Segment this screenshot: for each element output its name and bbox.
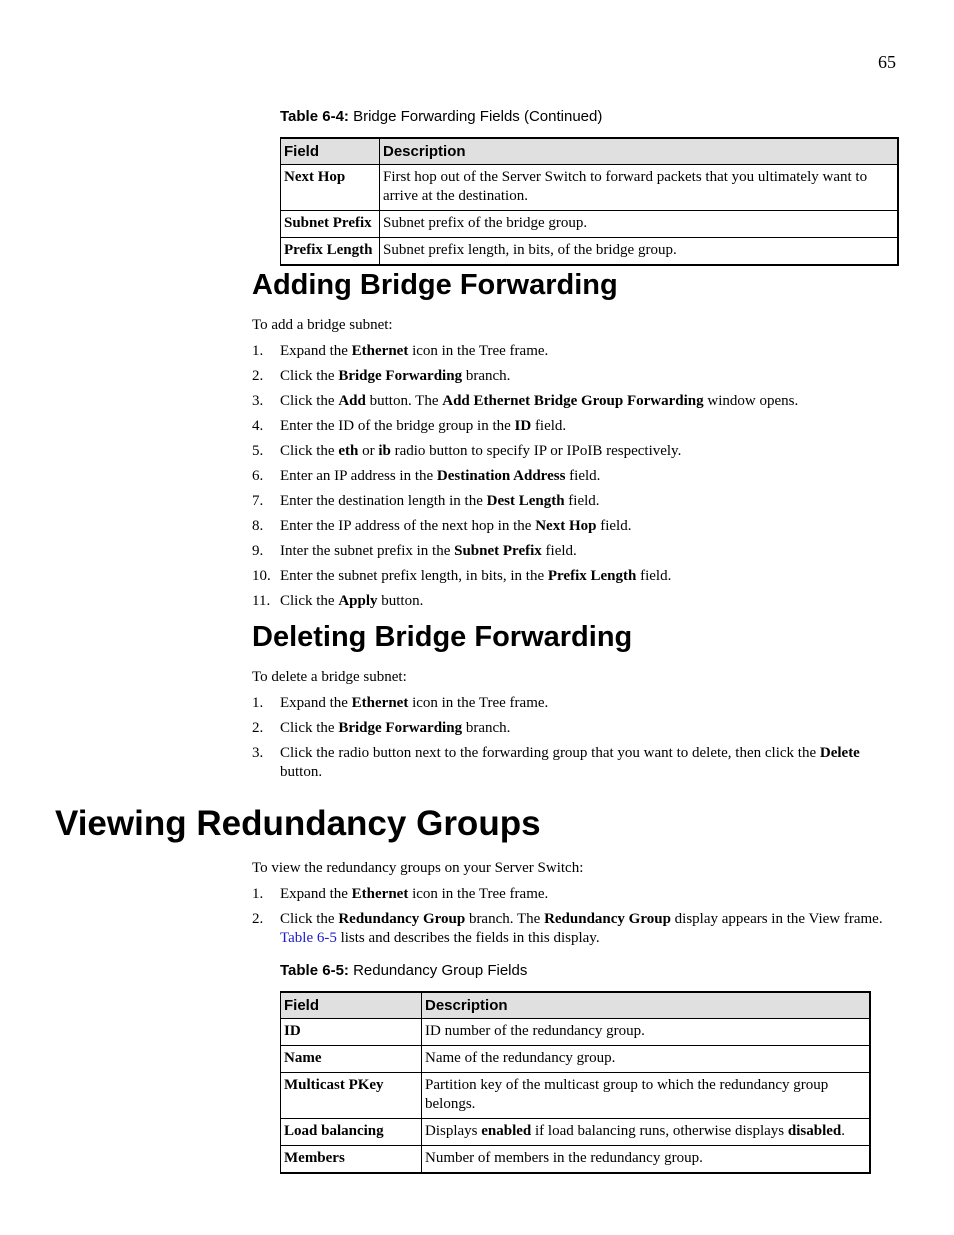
description-cell: Subnet prefix of the bridge group. bbox=[380, 211, 899, 238]
bold-term: Destination Address bbox=[436, 468, 566, 484]
column-header-field: Field bbox=[281, 992, 422, 1019]
text-run: field. bbox=[636, 568, 672, 584]
description-cell: Subnet prefix length, in bits, of the bridge group. bbox=[380, 238, 899, 266]
bold-term: Prefix Length bbox=[547, 568, 637, 584]
bold-term: Bridge Forwarding bbox=[338, 368, 463, 384]
bold-term: enabled bbox=[481, 1123, 532, 1139]
text-run: branch. bbox=[462, 368, 511, 384]
list-item bbox=[252, 592, 892, 611]
bold-term: Apply bbox=[338, 593, 378, 609]
text-run: window opens. bbox=[703, 393, 799, 409]
text-run: branch. The bbox=[465, 911, 545, 927]
text-run: ID number of the redundancy group. bbox=[425, 1023, 645, 1039]
list-item bbox=[252, 517, 892, 536]
list-item bbox=[252, 367, 892, 386]
bold-term: Next Hop bbox=[535, 518, 597, 534]
step-number: 4. bbox=[252, 418, 264, 434]
text-run: Enter the subnet prefix length, in bits, in the bbox=[280, 568, 548, 584]
description-cell bbox=[422, 1146, 871, 1174]
field-name-cell: Prefix Length bbox=[281, 238, 380, 266]
bold-term: ib bbox=[378, 443, 391, 459]
bridge-forwarding-table bbox=[280, 137, 899, 266]
deleting-steps-list bbox=[252, 694, 892, 788]
step-number: 3. bbox=[252, 745, 264, 761]
table-caption-label: Table 6-4: bbox=[280, 108, 349, 125]
text-run: Enter the IP address of the next hop in the bbox=[280, 518, 536, 534]
text-run: Inter the subnet prefix in the bbox=[280, 543, 455, 559]
text-run: field. bbox=[531, 418, 567, 434]
text-run: or bbox=[358, 443, 379, 459]
table-row bbox=[281, 1119, 871, 1146]
list-item bbox=[252, 719, 892, 738]
text-run: Click the bbox=[280, 368, 339, 384]
text-run: Click the radio button next to the forwarding group that you want to delete, then click the bbox=[280, 745, 820, 761]
text-run: Click the bbox=[280, 393, 339, 409]
bold-term: disabled bbox=[787, 1123, 842, 1139]
bold-term: Dest Length bbox=[486, 493, 565, 509]
bold-term: Ethernet bbox=[351, 695, 409, 711]
cross-reference-link[interactable]: Table 6-5 bbox=[280, 930, 337, 946]
table-caption-text: Bridge Forwarding Fields (Continued) bbox=[348, 108, 603, 125]
text-run: field. bbox=[564, 493, 600, 509]
text-run: Enter an IP address in the bbox=[280, 468, 437, 484]
text-run: Expand the bbox=[280, 343, 352, 359]
text-run: field. bbox=[596, 518, 632, 534]
text-run: icon in the Tree frame. bbox=[408, 695, 549, 711]
field-name-cell: Name bbox=[281, 1046, 422, 1073]
step-number: 2. bbox=[252, 368, 264, 384]
section-heading-deleting: Deleting Bridge Forwarding bbox=[252, 621, 633, 653]
field-name-cell: Load balancing bbox=[281, 1119, 422, 1146]
viewing-intro: To view the redundancy groups on your Server Switch: bbox=[252, 860, 584, 876]
text-run: button. bbox=[280, 764, 323, 780]
table-caption bbox=[280, 962, 527, 979]
bold-term: Ethernet bbox=[351, 343, 409, 359]
text-run: . bbox=[841, 1123, 845, 1139]
text-run: Partition key of the multicast group to which the redundancy group belongs. bbox=[425, 1077, 829, 1112]
text-run: if load balancing runs, otherwise displays bbox=[531, 1123, 788, 1139]
list-item bbox=[252, 567, 892, 586]
deleting-intro: To delete a bridge subnet: bbox=[252, 669, 407, 685]
field-name-cell: ID bbox=[281, 1019, 422, 1046]
step-number: 7. bbox=[252, 493, 264, 509]
bold-term: Delete bbox=[819, 745, 860, 761]
bold-term: Redundancy Group bbox=[544, 911, 671, 927]
table-row bbox=[281, 165, 899, 211]
field-name-cell: Members bbox=[281, 1146, 422, 1174]
text-run: display appears in the View frame. bbox=[670, 911, 883, 927]
list-item bbox=[252, 910, 892, 948]
table-row bbox=[281, 211, 899, 238]
text-run: field. bbox=[541, 543, 577, 559]
list-item bbox=[252, 885, 892, 904]
bold-term: Add bbox=[338, 393, 366, 409]
step-number: 8. bbox=[252, 518, 264, 534]
bold-term: Subnet Prefix bbox=[454, 543, 542, 559]
table-header-row bbox=[281, 138, 899, 165]
table-row bbox=[281, 1019, 871, 1046]
text-run: button. bbox=[377, 593, 424, 609]
description-cell bbox=[422, 1073, 871, 1119]
field-name-cell: Next Hop bbox=[281, 165, 380, 211]
page-number: 65 bbox=[878, 52, 896, 72]
text-run: lists and describes the fields in this display. bbox=[336, 930, 600, 946]
text-run: Click the bbox=[280, 720, 339, 736]
table-header-row bbox=[281, 992, 871, 1019]
list-item bbox=[252, 342, 892, 361]
section-heading-adding: Adding Bridge Forwarding bbox=[252, 269, 618, 301]
step-number: 1. bbox=[252, 343, 264, 359]
field-name-cell: Subnet Prefix bbox=[281, 211, 380, 238]
table-caption bbox=[280, 108, 602, 125]
list-item bbox=[252, 744, 892, 782]
list-item bbox=[252, 542, 892, 561]
column-header-description: Description bbox=[422, 992, 871, 1019]
description-cell bbox=[422, 1019, 871, 1046]
text-run: Click the bbox=[280, 443, 339, 459]
description-cell: First hop out of the Server Switch to forward packets that you ultimately want to arrive at the destination. bbox=[380, 165, 899, 211]
description-cell bbox=[422, 1119, 871, 1146]
text-run: radio button to specify IP or IPoIB respectively. bbox=[390, 443, 682, 459]
list-item bbox=[252, 442, 892, 461]
text-run: Click the bbox=[280, 911, 339, 927]
step-number: 11. bbox=[252, 593, 271, 609]
description-cell bbox=[422, 1046, 871, 1073]
list-item bbox=[252, 392, 892, 411]
step-number: 5. bbox=[252, 443, 264, 459]
text-run: Displays bbox=[425, 1123, 482, 1139]
text-run: Click the bbox=[280, 593, 339, 609]
bold-term: Redundancy Group bbox=[338, 911, 466, 927]
text-run: field. bbox=[565, 468, 601, 484]
text-run: Enter the ID of the bridge group in the bbox=[280, 418, 515, 434]
bold-term: Ethernet bbox=[351, 886, 409, 902]
table-row bbox=[281, 1146, 871, 1174]
step-number: 2. bbox=[252, 720, 264, 736]
table-row bbox=[281, 238, 899, 266]
bold-term: Add Ethernet Bridge Group Forwarding bbox=[442, 393, 704, 409]
table-row bbox=[281, 1046, 871, 1073]
step-number: 1. bbox=[252, 695, 264, 711]
table-caption-label: Table 6-5: bbox=[280, 962, 349, 979]
step-number: 3. bbox=[252, 393, 264, 409]
text-run: Name of the redundancy group. bbox=[425, 1050, 616, 1066]
bold-term: ID bbox=[514, 418, 532, 434]
table-caption-text: Redundancy Group Fields bbox=[348, 962, 528, 979]
list-item bbox=[252, 467, 892, 486]
bold-term: eth bbox=[338, 443, 359, 459]
adding-intro: To add a bridge subnet: bbox=[252, 317, 393, 333]
text-run: Enter the destination length in the bbox=[280, 493, 487, 509]
step-number: 6. bbox=[252, 468, 264, 484]
text-run: icon in the Tree frame. bbox=[408, 343, 549, 359]
redundancy-group-table bbox=[280, 991, 871, 1174]
chapter-heading-viewing: Viewing Redundancy Groups bbox=[55, 804, 541, 843]
step-number: 1. bbox=[252, 886, 264, 902]
column-header-description: Description bbox=[380, 138, 899, 165]
column-header-field: Field bbox=[281, 138, 380, 165]
bold-term: Bridge Forwarding bbox=[338, 720, 463, 736]
list-item bbox=[252, 417, 892, 436]
step-number: 2. bbox=[252, 911, 264, 927]
table-row bbox=[281, 1073, 871, 1119]
step-number: 10. bbox=[252, 568, 271, 584]
text-run: icon in the Tree frame. bbox=[408, 886, 549, 902]
text-run: Expand the bbox=[280, 886, 352, 902]
text-run: button. The bbox=[365, 393, 443, 409]
adding-steps-list bbox=[252, 342, 892, 617]
text-run: Expand the bbox=[280, 695, 352, 711]
field-name-cell: Multicast PKey bbox=[281, 1073, 422, 1119]
viewing-steps-list bbox=[252, 885, 892, 954]
text-run: branch. bbox=[462, 720, 511, 736]
text-run: Number of members in the redundancy group. bbox=[425, 1150, 703, 1166]
step-number: 9. bbox=[252, 543, 264, 559]
list-item bbox=[252, 694, 892, 713]
list-item bbox=[252, 492, 892, 511]
